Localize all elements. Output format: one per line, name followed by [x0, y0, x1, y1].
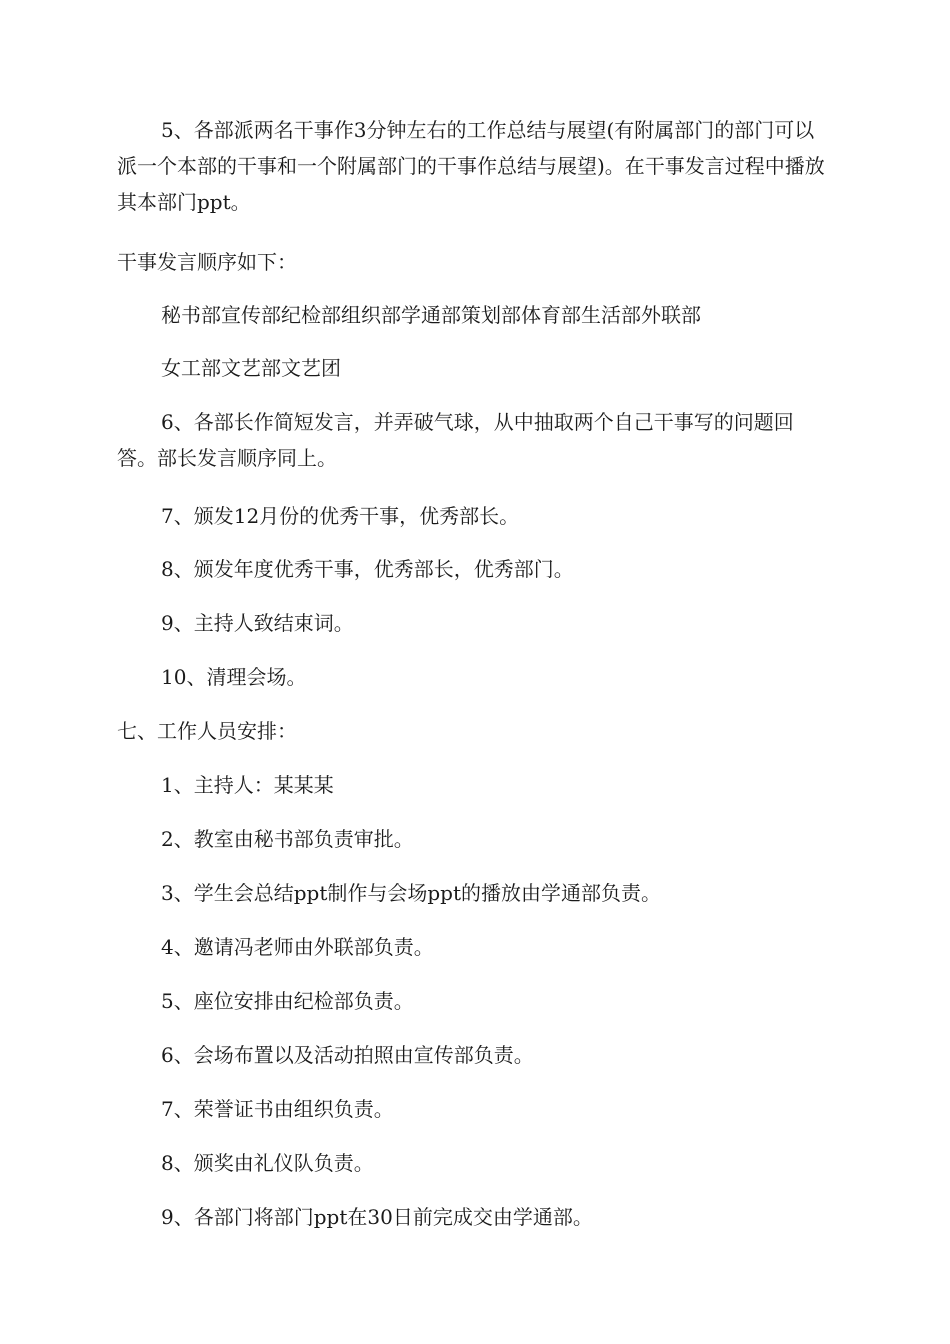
paragraph-staff-7: 7、荣誉证书由组织负责。	[161, 1097, 394, 1121]
paragraph-item-10: 10、清理会场。	[161, 665, 307, 689]
paragraph-staff-5: 5、座位安排由纪检部负责。	[161, 989, 414, 1013]
paragraph-department-list-2: 女工部文艺部文艺团	[161, 356, 341, 380]
section-heading-staff-arrangement: 七、工作人员安排：	[117, 719, 297, 743]
paragraph-item-8: 8、颁发年度优秀干事，优秀部长，优秀部门。	[161, 557, 574, 581]
paragraph-staff-4: 4、邀请冯老师由外联部负责。	[161, 935, 434, 959]
paragraph-item-9: 9、主持人致结束词。	[161, 611, 354, 635]
paragraph-staff-order-heading: 干事发言顺序如下：	[117, 250, 297, 274]
paragraph-staff-6: 6、会场布置以及活动拍照由宣传部负责。	[161, 1043, 534, 1067]
paragraph-staff-2: 2、教室由秘书部负责审批。	[161, 827, 414, 851]
paragraph-item-6-minister-speech: 6、各部长作简短发言，并弄破气球，从中抽取两个自己干事写的问题回答。部长发言顺序同上。	[117, 410, 794, 470]
paragraph-staff-3: 3、学生会总结ppt制作与会场ppt的播放由学通部负责。	[161, 881, 662, 905]
paragraph-department-list-1: 秘书部宣传部纪检部组织部学通部策划部体育部生活部外联部	[161, 303, 701, 327]
paragraph-staff-9: 9、各部门将部门ppt在30日前完成交由学通部。	[161, 1205, 593, 1229]
paragraph-item-7: 7、颁发12月份的优秀干事，优秀部长。	[161, 504, 520, 528]
paragraph-staff-1: 1、主持人：某某某	[161, 773, 334, 797]
paragraph-item-5-staff-summary: 5、各部派两名干事作3分钟左右的工作总结与展望(有附属部门的部门可以派一个本部的干事和一个附属部门的干事作总结与展望)。在干事发言过程中播放其本部门ppt。	[117, 118, 825, 214]
paragraph-staff-8: 8、颁奖由礼仪队负责。	[161, 1151, 374, 1175]
